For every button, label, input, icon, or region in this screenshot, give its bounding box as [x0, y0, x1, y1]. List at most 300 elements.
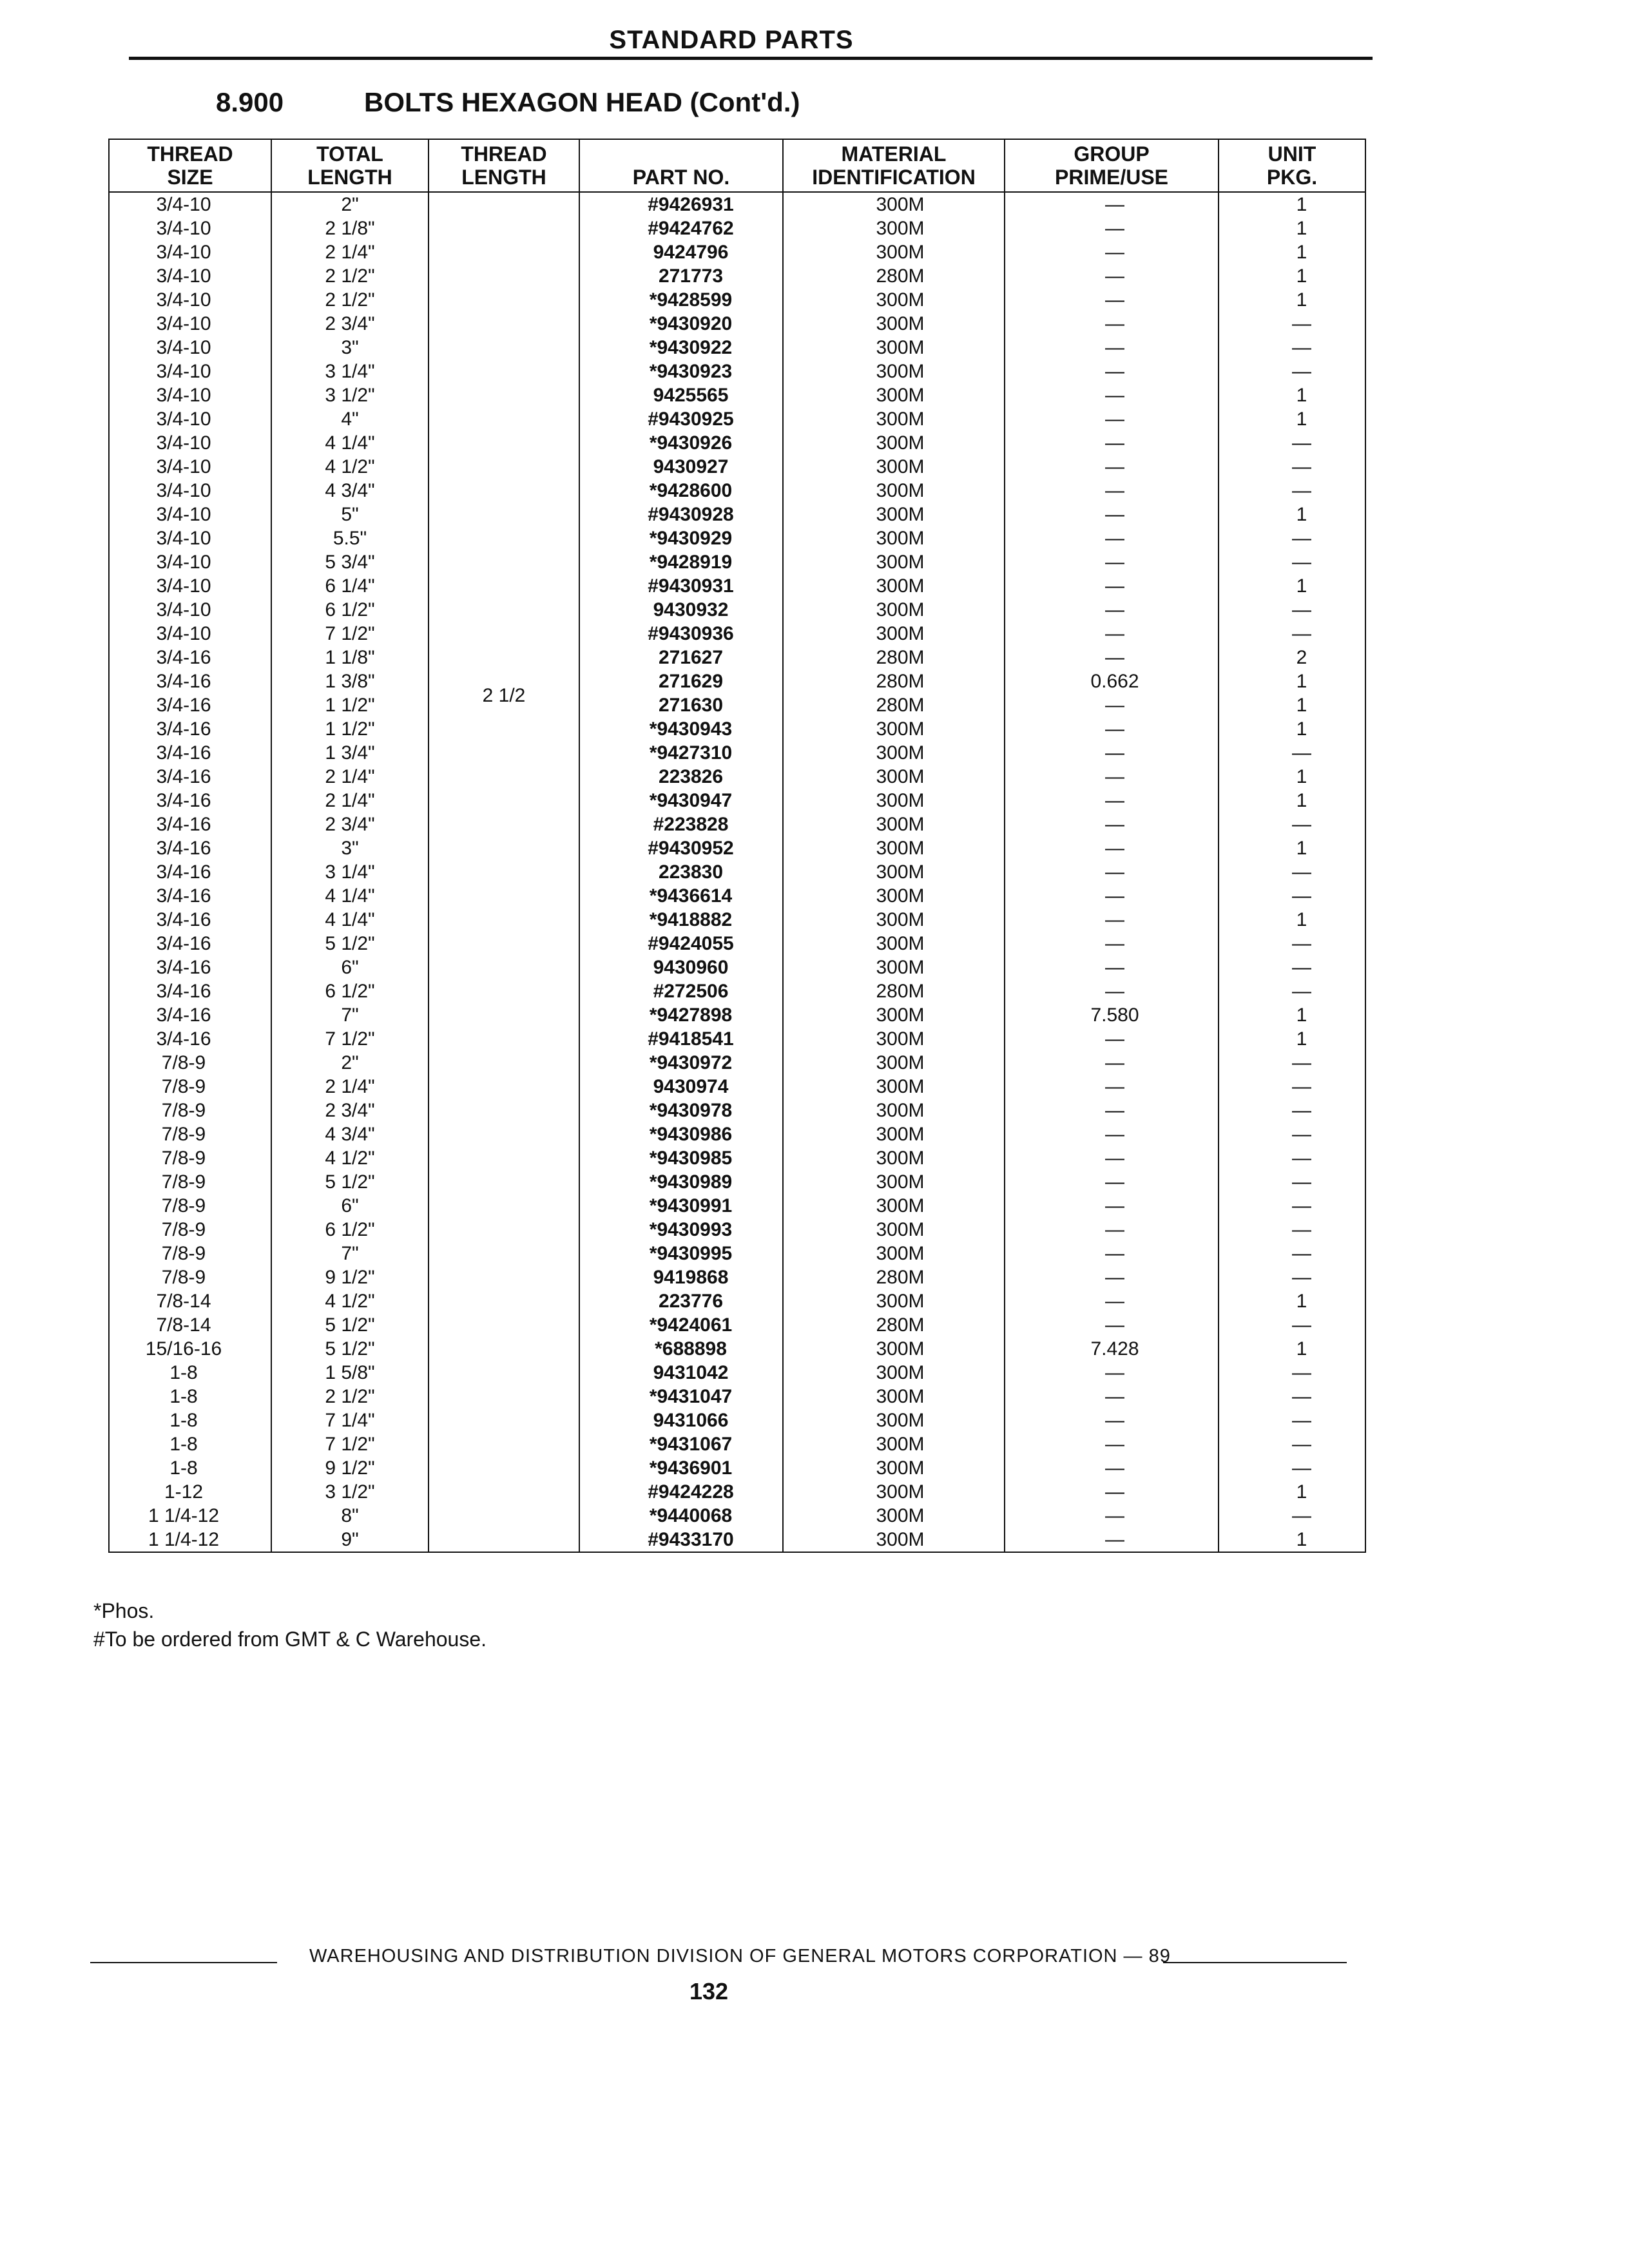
cell-unit: — [1292, 623, 1311, 644]
cell-part: 271629 [658, 671, 724, 692]
cell-group: — [1105, 957, 1124, 978]
cell-part: *9427310 [649, 742, 733, 764]
cell-size: 1 1/4-12 [148, 1529, 220, 1550]
cell-part: 223830 [658, 861, 724, 883]
cell-total: 4" [341, 408, 359, 430]
cell-group: — [1105, 1291, 1124, 1312]
cell-mat: 300M [876, 718, 925, 740]
cell-mat: 300M [876, 814, 925, 835]
cell-mat: 300M [876, 1028, 925, 1050]
cell-group: — [1105, 1410, 1124, 1431]
header-material-identification: MATERIAL IDENTIFICATION [783, 139, 1005, 192]
cell-part: #9430952 [648, 838, 734, 859]
cell-group: — [1105, 861, 1124, 883]
cell-mat: 300M [876, 909, 925, 930]
cell-size: 3/4-16 [156, 766, 211, 787]
cell-unit: 1 [1296, 218, 1307, 239]
cell-unit: 1 [1296, 909, 1307, 930]
cell-unit: 1 [1296, 385, 1307, 406]
cell-total: 4 1/4" [325, 885, 375, 907]
cell-size: 3/4-10 [156, 432, 211, 454]
cell-group: — [1105, 1148, 1124, 1169]
cell-size: 7/8-14 [156, 1314, 211, 1336]
cell-total: 5" [341, 504, 359, 525]
cell-mat: 300M [876, 575, 925, 597]
footnote-warehouse: #To be ordered from GMT & C Warehouse. [93, 1628, 487, 1651]
cell-total: 2 3/4" [325, 313, 375, 334]
cell-part: *9427898 [649, 1004, 733, 1026]
header-part-no: PART NO. [579, 139, 783, 192]
cell-total: 3 1/4" [325, 861, 375, 883]
cell-size: 15/16-16 [145, 1338, 222, 1360]
cell-unit: — [1292, 552, 1311, 573]
cell-unit: — [1292, 814, 1311, 835]
cell-total: 6 1/2" [325, 1219, 375, 1240]
group-prime-use-column [1005, 192, 1219, 1552]
cell-group: 7.580 [1090, 1004, 1139, 1026]
cell-total: 7 1/2" [325, 623, 375, 644]
cell-part: #9430928 [648, 504, 734, 525]
cell-unit: — [1292, 1267, 1311, 1288]
section-number: 8.900 [216, 87, 284, 117]
section-title: BOLTS HEXAGON HEAD (Cont'd.) [364, 87, 800, 117]
cell-total: 7 1/2" [325, 1028, 375, 1050]
cell-group: — [1105, 289, 1124, 311]
cell-unit: — [1292, 1052, 1311, 1073]
cell-mat: 280M [876, 981, 925, 1002]
cell-unit: — [1292, 1434, 1311, 1455]
cell-unit: — [1292, 1195, 1311, 1216]
cell-total: 6 1/4" [325, 575, 375, 597]
cell-size: 3/4-16 [156, 838, 211, 859]
cell-total: 2 1/4" [325, 766, 375, 787]
cell-mat: 300M [876, 1052, 925, 1073]
cell-group: — [1105, 814, 1124, 835]
cell-total: 2 1/2" [325, 1386, 375, 1407]
cell-part: *9430995 [649, 1243, 733, 1264]
cell-group: — [1105, 1505, 1124, 1526]
cell-part: 9419868 [653, 1267, 729, 1288]
footer-rule-right [1163, 1962, 1347, 1963]
cell-part: 9430932 [653, 599, 729, 620]
cell-part: #9418541 [648, 1028, 734, 1050]
cell-total: 1 3/8" [325, 671, 375, 692]
cell-group: — [1105, 432, 1124, 454]
cell-group: — [1105, 1267, 1124, 1288]
cell-part: #223828 [653, 814, 729, 835]
cell-group: — [1105, 218, 1124, 239]
cell-group: — [1105, 1124, 1124, 1145]
part-number-column [579, 192, 783, 1552]
cell-unit: — [1292, 1124, 1311, 1145]
cell-mat: 300M [876, 1410, 925, 1431]
unit-pkg-column [1219, 192, 1365, 1552]
cell-unit: 1 [1296, 671, 1307, 692]
cell-unit: 1 [1296, 695, 1307, 716]
cell-size: 3/4-10 [156, 337, 211, 358]
cell-mat: 300M [876, 361, 925, 382]
cell-part: *9428599 [649, 289, 733, 311]
cell-unit: — [1292, 861, 1311, 883]
cell-mat: 300M [876, 480, 925, 501]
cell-unit: — [1292, 1076, 1311, 1097]
cell-unit: 1 [1296, 1291, 1307, 1312]
cell-unit: — [1292, 1219, 1311, 1240]
cell-part: *9436614 [649, 885, 733, 907]
cell-group: — [1105, 575, 1124, 597]
cell-part: *9430947 [649, 790, 733, 811]
cell-group: — [1105, 194, 1124, 215]
footer-text: WAREHOUSING AND DISTRIBUTION DIVISION OF GENERAL MOTORS CORPORATION — 89 [309, 1946, 1171, 1966]
cell-unit: — [1292, 1457, 1311, 1479]
cell-mat: 300M [876, 1148, 925, 1169]
cell-part: #9430931 [648, 575, 734, 597]
cell-part: #272506 [653, 981, 729, 1002]
cell-size: 3/4-10 [156, 623, 211, 644]
cell-size: 3/4-10 [156, 361, 211, 382]
cell-total: 4 1/2" [325, 1148, 375, 1169]
cell-size: 1 1/4-12 [148, 1505, 220, 1526]
cell-mat: 300M [876, 933, 925, 954]
cell-part: 271627 [658, 647, 724, 668]
cell-mat: 300M [876, 1386, 925, 1407]
cell-size: 3/4-16 [156, 1004, 211, 1026]
cell-group: — [1105, 337, 1124, 358]
cell-mat: 300M [876, 1076, 925, 1097]
cell-part: #9430936 [648, 623, 734, 644]
cell-part: 9430927 [653, 456, 729, 477]
cell-mat: 300M [876, 337, 925, 358]
cell-total: 2 3/4" [325, 814, 375, 835]
cell-total: 1 3/4" [325, 742, 375, 764]
cell-mat: 300M [876, 861, 925, 883]
cell-part: #9424055 [648, 933, 734, 954]
cell-unit: 1 [1296, 838, 1307, 859]
cell-part: *9430985 [649, 1148, 733, 1169]
cell-group: — [1105, 1314, 1124, 1336]
cell-unit: 1 [1296, 718, 1307, 740]
cell-unit: — [1292, 456, 1311, 477]
cell-unit: 1 [1296, 575, 1307, 597]
cell-size: 1-8 [169, 1434, 198, 1455]
cell-mat: 300M [876, 1505, 925, 1526]
cell-group: — [1105, 313, 1124, 334]
cell-part: 271630 [658, 695, 724, 716]
cell-mat: 300M [876, 194, 925, 215]
cell-group: — [1105, 408, 1124, 430]
cell-part: *9428919 [649, 552, 733, 573]
cell-total: 2 1/4" [325, 1076, 375, 1097]
cell-size: 7/8-9 [161, 1267, 206, 1288]
cell-mat: 300M [876, 408, 925, 430]
cell-unit: — [1292, 1362, 1311, 1383]
thread-length-value: 2 1/2 [482, 685, 526, 706]
cell-total: 4 1/4" [325, 432, 375, 454]
cell-total: 9 1/2" [325, 1267, 375, 1288]
cell-total: 5.5" [333, 528, 367, 549]
cell-mat: 300M [876, 1529, 925, 1550]
cell-unit: — [1292, 432, 1311, 454]
cell-part: #9430925 [648, 408, 734, 430]
cell-part: *9430920 [649, 313, 733, 334]
cell-size: 3/4-10 [156, 289, 211, 311]
cell-total: 4 1/2" [325, 456, 375, 477]
cell-total: 4 1/2" [325, 1291, 375, 1312]
cell-part: 223776 [658, 1291, 724, 1312]
cell-unit: — [1292, 1171, 1311, 1193]
cell-part: *9431067 [649, 1434, 733, 1455]
cell-size: 3/4-10 [156, 194, 211, 215]
footnote-phos: *Phos. [93, 1599, 155, 1622]
cell-total: 4 3/4" [325, 480, 375, 501]
cell-total: 1 1/2" [325, 695, 375, 716]
total-length-column [271, 192, 429, 1552]
header-group-prime-use: GROUP PRIME/USE [1005, 139, 1219, 192]
cell-part: *9440068 [649, 1505, 733, 1526]
cell-group: — [1105, 1100, 1124, 1121]
cell-size: 3/4-10 [156, 242, 211, 263]
thread-length-column [429, 192, 579, 1552]
cell-unit: 1 [1296, 1028, 1307, 1050]
cell-part: *9430929 [649, 528, 733, 549]
page-number: 132 [689, 1978, 729, 2004]
cell-size: 3/4-10 [156, 528, 211, 549]
cell-unit: — [1292, 1314, 1311, 1336]
cell-part: *9430986 [649, 1124, 733, 1145]
cell-size: 3/4-10 [156, 480, 211, 501]
footnotes [93, 1597, 487, 1653]
cell-unit: — [1292, 337, 1311, 358]
cell-group: — [1105, 456, 1124, 477]
cell-unit: 1 [1296, 1529, 1307, 1550]
cell-total: 8" [341, 1505, 359, 1526]
cell-part: *9430989 [649, 1171, 733, 1193]
cell-mat: 300M [876, 885, 925, 907]
cell-size: 7/8-9 [161, 1076, 206, 1097]
cell-part: *9431047 [649, 1386, 733, 1407]
cell-part: #9433170 [648, 1529, 734, 1550]
cell-mat: 300M [876, 790, 925, 811]
cell-unit: — [1292, 742, 1311, 764]
cell-group: — [1105, 1076, 1124, 1097]
cell-part: 9424796 [653, 242, 729, 263]
cell-part: *9436901 [649, 1457, 733, 1479]
cell-size: 7/8-14 [156, 1291, 211, 1312]
cell-unit: 2 [1296, 647, 1307, 668]
cell-total: 4 1/4" [325, 909, 375, 930]
cell-mat: 300M [876, 289, 925, 311]
cell-group: — [1105, 1219, 1124, 1240]
cell-part: *9418882 [649, 909, 733, 930]
cell-mat: 280M [876, 671, 925, 692]
cell-size: 3/4-16 [156, 1028, 211, 1050]
cell-group: — [1105, 1171, 1124, 1193]
cell-part: *9430972 [649, 1052, 733, 1073]
cell-size: 3/4-16 [156, 885, 211, 907]
cell-mat: 300M [876, 1457, 925, 1479]
cell-part: *9430922 [649, 337, 733, 358]
cell-size: 3/4-16 [156, 933, 211, 954]
cell-group: — [1105, 480, 1124, 501]
page-header: STANDARD PARTS [609, 26, 854, 54]
cell-group: — [1105, 1457, 1124, 1479]
cell-mat: 300M [876, 957, 925, 978]
cell-size: 1-8 [169, 1410, 198, 1431]
cell-total: 6" [341, 1195, 359, 1216]
cell-unit: 1 [1296, 504, 1307, 525]
cell-group: — [1105, 1243, 1124, 1264]
cell-mat: 280M [876, 265, 925, 287]
header-divider [129, 57, 1373, 60]
cell-size: 3/4-16 [156, 957, 211, 978]
cell-size: 3/4-16 [156, 671, 211, 692]
cell-group: — [1105, 766, 1124, 787]
cell-size: 3/4-16 [156, 695, 211, 716]
cell-group: — [1105, 552, 1124, 573]
cell-group: — [1105, 599, 1124, 620]
cell-unit: — [1292, 1243, 1311, 1264]
cell-total: 6" [341, 957, 359, 978]
cell-size: 7/8-9 [161, 1195, 206, 1216]
cell-size: 7/8-9 [161, 1124, 206, 1145]
cell-group: — [1105, 1434, 1124, 1455]
cell-mat: 300M [876, 599, 925, 620]
cell-size: 3/4-10 [156, 504, 211, 525]
cell-mat: 300M [876, 1338, 925, 1360]
cell-total: 5 1/2" [325, 1314, 375, 1336]
cell-group: 0.662 [1090, 671, 1139, 692]
cell-total: 5 1/2" [325, 1338, 375, 1360]
table-header-row [109, 139, 1365, 192]
cell-unit: — [1292, 1148, 1311, 1169]
cell-size: 3/4-10 [156, 313, 211, 334]
table-body-row [109, 192, 1365, 1552]
cell-unit: 1 [1296, 289, 1307, 311]
cell-mat: 300M [876, 1219, 925, 1240]
cell-unit: 1 [1296, 242, 1307, 263]
cell-mat: 300M [876, 432, 925, 454]
cell-unit: 1 [1296, 766, 1307, 787]
cell-part: *9430978 [649, 1100, 733, 1121]
cell-group: — [1105, 790, 1124, 811]
cell-total: 2 1/2" [325, 289, 375, 311]
cell-size: 1-8 [169, 1457, 198, 1479]
cell-group: — [1105, 933, 1124, 954]
thread-size-column [109, 192, 271, 1552]
parts-table [108, 139, 1366, 1553]
cell-part: #9424762 [648, 218, 734, 239]
cell-group: — [1105, 385, 1124, 406]
cell-total: 6 1/2" [325, 981, 375, 1002]
cell-part: *688898 [655, 1338, 727, 1360]
cell-mat: 300M [876, 504, 925, 525]
cell-group: — [1105, 909, 1124, 930]
cell-part: #9424228 [648, 1481, 734, 1503]
cell-mat: 300M [876, 1124, 925, 1145]
cell-part: *9428600 [649, 480, 733, 501]
cell-group: — [1105, 242, 1124, 263]
cell-mat: 300M [876, 528, 925, 549]
cell-total: 2 3/4" [325, 1100, 375, 1121]
material-column [783, 192, 1005, 1552]
cell-mat: 280M [876, 695, 925, 716]
cell-total: 5 3/4" [325, 552, 375, 573]
cell-mat: 300M [876, 1434, 925, 1455]
cell-part: *9430943 [649, 718, 733, 740]
cell-group: — [1105, 1052, 1124, 1073]
cell-unit: — [1292, 1386, 1311, 1407]
cell-mat: 300M [876, 1195, 925, 1216]
cell-mat: 300M [876, 1243, 925, 1264]
cell-total: 3 1/2" [325, 1481, 375, 1503]
cell-total: 6 1/2" [325, 599, 375, 620]
cell-part: *9430993 [649, 1219, 733, 1240]
cell-group: — [1105, 1195, 1124, 1216]
cell-group: — [1105, 623, 1124, 644]
cell-total: 7" [341, 1243, 359, 1264]
cell-unit: 1 [1296, 1004, 1307, 1026]
cell-part: *9430926 [649, 432, 733, 454]
cell-part: 9430960 [653, 957, 729, 978]
cell-mat: 300M [876, 456, 925, 477]
cell-size: 1-12 [164, 1481, 204, 1503]
cell-group: — [1105, 838, 1124, 859]
cell-size: 3/4-16 [156, 790, 211, 811]
cell-mat: 300M [876, 1291, 925, 1312]
header-unit-pkg: UNIT PKG. [1219, 139, 1365, 192]
cell-group: — [1105, 1362, 1124, 1383]
cell-unit: 1 [1296, 408, 1307, 430]
cell-part: *9424061 [649, 1314, 733, 1336]
cell-size: 3/4-16 [156, 814, 211, 835]
cell-size: 1-8 [169, 1386, 198, 1407]
cell-group: — [1105, 1386, 1124, 1407]
cell-mat: 300M [876, 742, 925, 764]
cell-mat: 300M [876, 313, 925, 334]
cell-group: — [1105, 647, 1124, 668]
header-total-length: TOTAL LENGTH [271, 139, 429, 192]
cell-size: 3/4-10 [156, 599, 211, 620]
cell-size: 7/8-9 [161, 1219, 206, 1240]
cell-unit: — [1292, 528, 1311, 549]
header-thread-length: THREAD LENGTH [429, 139, 579, 192]
cell-unit: — [1292, 313, 1311, 334]
cell-total: 4 3/4" [325, 1124, 375, 1145]
footer-rule-left [90, 1962, 277, 1963]
cell-group: — [1105, 1529, 1124, 1550]
cell-size: 3/4-10 [156, 265, 211, 287]
cell-mat: 280M [876, 1314, 925, 1336]
cell-group: — [1105, 695, 1124, 716]
cell-part: *9430923 [649, 361, 733, 382]
cell-group: — [1105, 361, 1124, 382]
cell-unit: 1 [1296, 1481, 1307, 1503]
cell-unit: 1 [1296, 790, 1307, 811]
cell-part: 9425565 [653, 385, 729, 406]
cell-unit: — [1292, 599, 1311, 620]
cell-total: 3" [341, 337, 359, 358]
cell-total: 2 1/4" [325, 790, 375, 811]
cell-mat: 300M [876, 218, 925, 239]
cell-unit: — [1292, 1505, 1311, 1526]
cell-total: 2 1/4" [325, 242, 375, 263]
cell-total: 9 1/2" [325, 1457, 375, 1479]
cell-part: 271773 [658, 265, 724, 287]
cell-group: — [1105, 504, 1124, 525]
cell-mat: 300M [876, 385, 925, 406]
cell-size: 3/4-16 [156, 647, 211, 668]
cell-group: — [1105, 1481, 1124, 1503]
